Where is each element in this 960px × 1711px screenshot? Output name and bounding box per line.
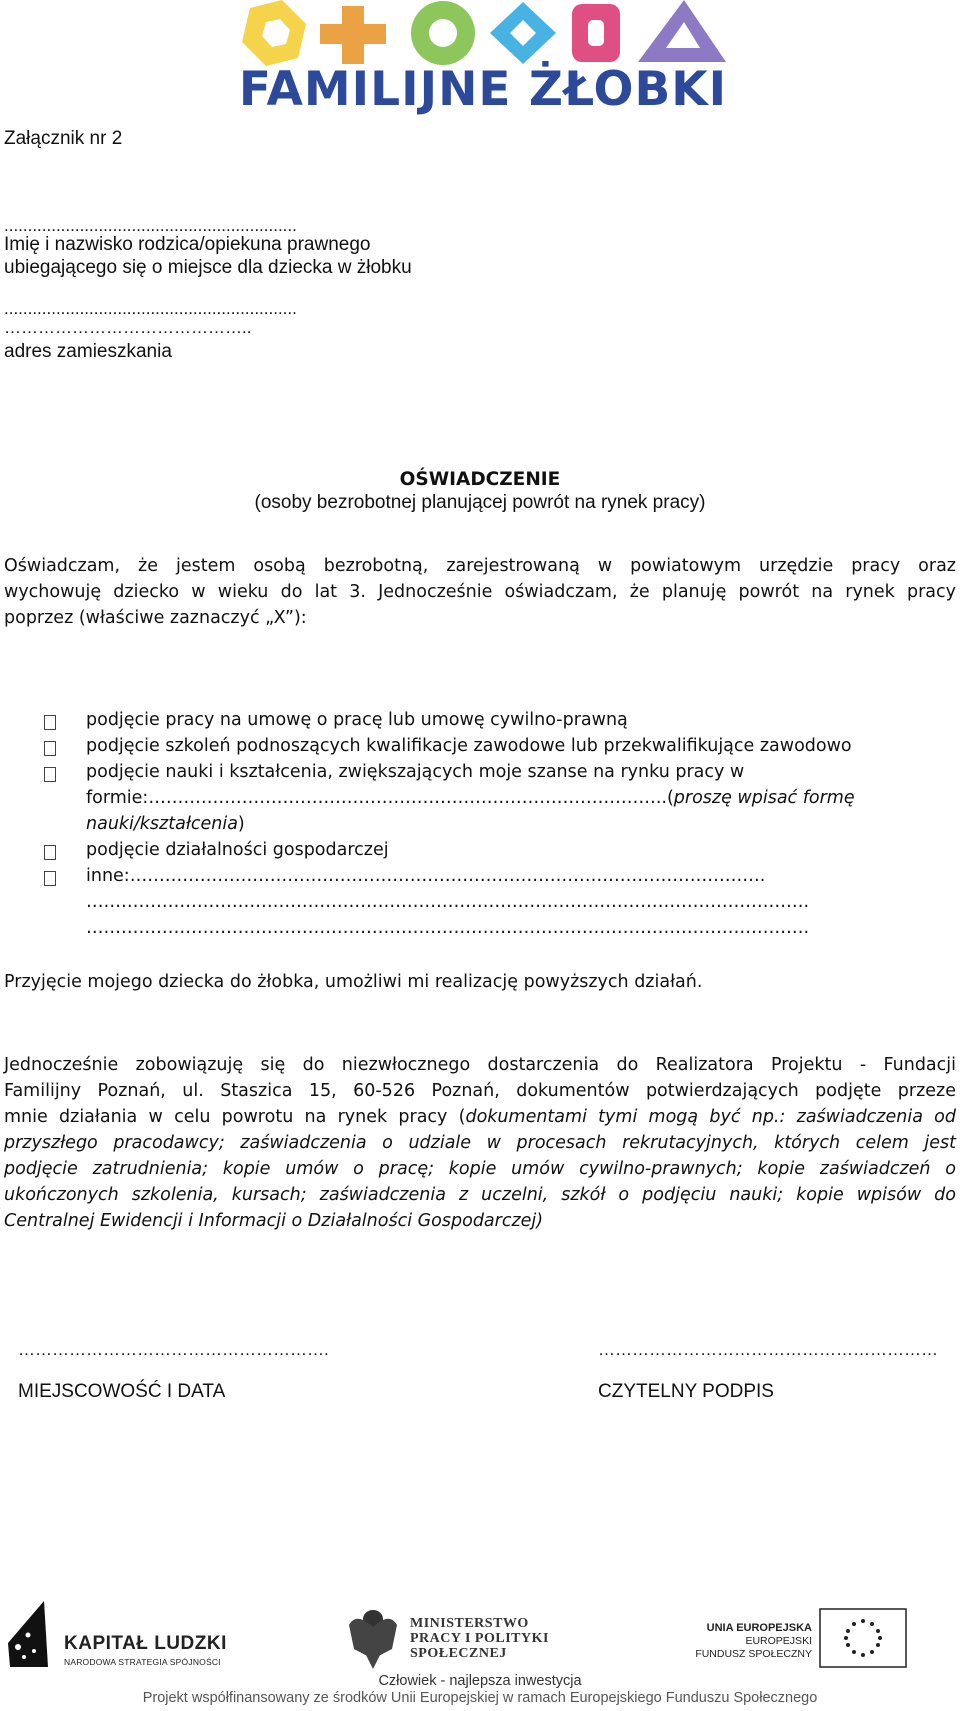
familijne-zlobki-logo-text: FAMILIJNE ŻŁOBKI xyxy=(238,62,728,117)
option-1-label: podjęcie pracy na umowę o pracę lub umowę cywilno-prawną xyxy=(86,710,628,730)
address-field-dots-2[interactable]: …………………………………….. xyxy=(4,318,252,337)
option-3-hint-cont: nauki/kształcenia xyxy=(86,814,238,834)
obligation-line-7: Centralnej Ewidencji i Informacji o Działalności Gospodarczej) xyxy=(4,1211,544,1231)
signature-label: CZYTELNY PODPIS xyxy=(598,1381,774,1402)
ministry-logo-text xyxy=(410,1616,549,1661)
eu-logo-text xyxy=(690,1622,812,1661)
orange-plus-shape xyxy=(320,6,386,64)
checkbox-option-4[interactable] xyxy=(44,845,56,860)
obligation-line-2: Familijny Poznań, ul. Staszica 15, 60-526 Poznań, dokumentów potwierdzających podjęte przeze xyxy=(4,1081,956,1101)
intro-paragraph xyxy=(4,553,956,631)
kapital-ludzki-subtitle: NARODOWA STRATEGIA SPÓJNOŚCI xyxy=(64,1657,221,1667)
option-3-label-line2 xyxy=(86,788,855,808)
acceptance-statement: Przyjęcie mojego dziecka do żłobka, umożliwi mi realizację powyższych działań. xyxy=(4,972,703,992)
eu-line-1: UNIA EUROPEJSKA xyxy=(706,1622,812,1634)
footer-tagline: Człowiek - najlepsza inwestycja xyxy=(378,1673,582,1689)
eu-line-2: EUROPEJSKI xyxy=(745,1635,812,1647)
option-2-label: podjęcie szkoleń podnoszących kwalifikacje zawodowe lub przekwalifikujące zawodowo xyxy=(86,736,852,756)
checkbox-option-1[interactable] xyxy=(44,715,56,730)
polish-eagle-emblem-icon xyxy=(349,1610,397,1669)
address-field-dots-1[interactable]: .............................................................. xyxy=(4,299,297,318)
name-field-label-line2: ubiegającego się o miejsce dla dziecka w żłobku xyxy=(4,257,412,278)
obligation-line-3-italic: dokumentami tymi mogą być np.: zaświadczenia od xyxy=(465,1107,956,1127)
address-field-label: adres zamieszkania xyxy=(4,341,172,362)
option-3-label-line1: podjęcie nauki i kształcenia, zwiększających moje szanse na rynku pracy w xyxy=(86,762,745,782)
option-3-form-field[interactable]: formie:……………………………………………………………………………..( xyxy=(86,788,674,808)
intro-line-1: Oświadczam, że jestem osobą bezrobotną, zarejestrowaną w powiatowym urzędzie pracy oraz xyxy=(4,556,956,576)
obligation-line-4: przyszłego pracodawcy; zaświadczenia o udziale w procesach rekrutacyjnych, których celem jest xyxy=(4,1133,956,1153)
option-3-hint: proszę wpisać formę xyxy=(673,788,855,808)
checkbox-option-5[interactable] xyxy=(44,871,56,886)
option-5-continuation-1[interactable]: ……………………………………………………………………………………………………………. xyxy=(86,892,810,912)
option-5-label[interactable]: inne:………………………………………………………………………………………………. xyxy=(86,866,766,886)
checkbox-option-2[interactable] xyxy=(44,741,56,756)
checkbox-option-3[interactable] xyxy=(44,767,56,782)
intro-line-3: poprzez (właściwe zaznaczyć „X”): xyxy=(4,608,307,628)
place-date-field[interactable]: ………………………………………………. xyxy=(18,1340,329,1359)
attachment-label: Załącznik nr 2 xyxy=(4,128,123,149)
obligation-line-3-normal: mnie działania w celu powrotu na rynek pracy ( xyxy=(4,1107,466,1127)
intro-line-2: wychowuję dziecko w wieku do lat 3. Jednocześnie oświadczam, że planuję powrót na rynek pracy xyxy=(4,582,956,602)
option-5-continuation-2[interactable]: ……………………………………………………………………………………………………………. xyxy=(86,918,810,938)
familijne-zlobki-logo-shapes xyxy=(238,0,728,66)
obligation-line-1: Jednocześnie zobowiązuję się do niezwłocznego dostarczenia do Realizatora Projektu - Fundacji xyxy=(4,1055,956,1075)
signature-field[interactable]: …………………………………………………… xyxy=(598,1340,938,1359)
green-circle-hole xyxy=(429,19,457,47)
obligation-paragraph xyxy=(4,1052,956,1234)
obligation-line-3 xyxy=(4,1104,956,1130)
pink-rounded-square-hole xyxy=(588,20,604,46)
option-3-hint-close: ) xyxy=(237,814,245,834)
kapital-ludzki-title: KAPITAŁ LUDZKI xyxy=(64,1633,227,1654)
eu-flag-icon xyxy=(820,1609,906,1667)
ministry-line-1: MINISTERSTWO xyxy=(410,1616,529,1631)
option-4-label: podjęcie działalności gospodarczej xyxy=(86,840,389,860)
ministry-line-2: PRACY I POLITYKI xyxy=(410,1631,549,1646)
footer-project-note: Projekt współfinansowany ze środków Unii Europejskiej w ramach Europejskiego Funduszu Społecznego xyxy=(142,1690,818,1706)
document-subtitle: (osoby bezrobotnej planującej powrót na rynek pracy) xyxy=(254,492,706,513)
name-field-dots[interactable]: .............................................................. xyxy=(4,216,297,235)
kapital-ludzki-logo-icon xyxy=(8,1601,48,1667)
option-3-label-line3 xyxy=(86,814,245,834)
ministry-line-3: SPOŁECZNEJ xyxy=(410,1646,507,1661)
place-date-label: MIEJSCOWOŚĆ I DATA xyxy=(18,1381,226,1402)
eu-line-3: FUNDUSZ SPOŁECZNY xyxy=(695,1648,812,1660)
document-title: OŚWIADCZENIE xyxy=(399,469,561,490)
obligation-line-5: podjęcie zatrudnienia; kopie umów o pracę; kopie umów cywilno-prawnych; kopie zaświadczeń o xyxy=(4,1159,956,1179)
name-field-label-line1: Imię i nazwisko rodzica/opiekuna prawnego xyxy=(4,234,371,255)
obligation-line-6: ukończonych szkolenia, kursach; zaświadczenia z uczelni, szkół o podjęciu nauki; kopie wpisów do xyxy=(4,1185,956,1205)
